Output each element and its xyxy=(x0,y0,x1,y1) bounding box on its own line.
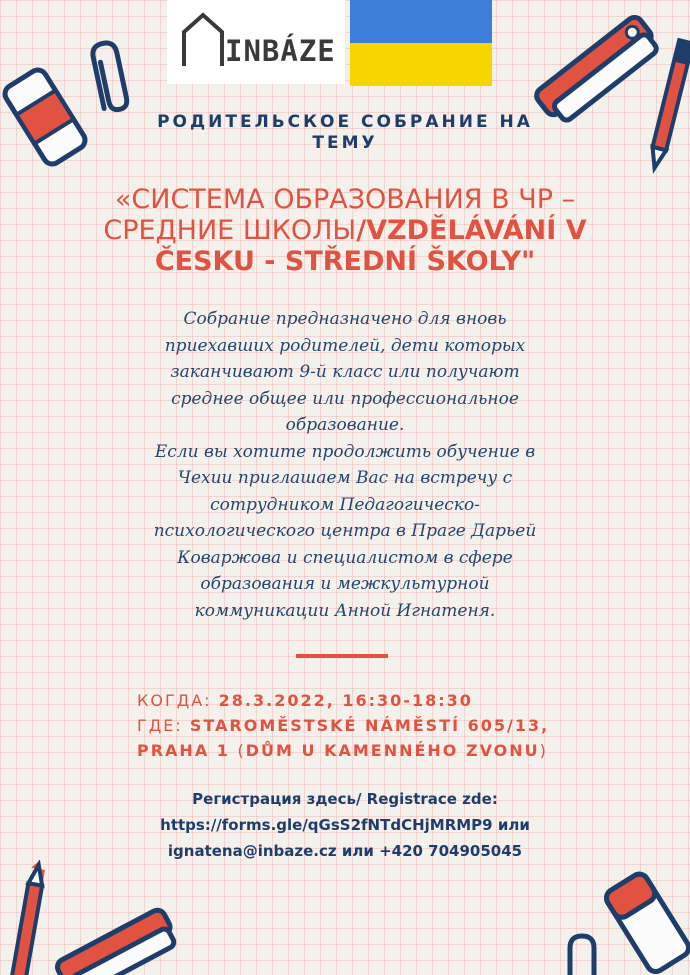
ukraine-flag xyxy=(350,0,492,86)
description-line: среднее общее или профессиональное xyxy=(171,388,519,409)
description-line: Если вы хотите продолжить обучение в xyxy=(154,441,536,462)
description-line: Коваржова и специалистом в сфере xyxy=(177,547,513,568)
where-label: ГДЕ: xyxy=(137,716,190,735)
description-line: образования и межкультурной xyxy=(200,574,490,594)
stapler-icon xyxy=(40,905,180,975)
meeting-heading xyxy=(140,112,550,154)
topic-title-part2: СРЕДНИЕ ШКОЛЫ xyxy=(103,215,357,246)
where-paren-close: ) xyxy=(539,741,548,760)
flag-blue-stripe xyxy=(350,0,492,43)
flag-yellow-stripe xyxy=(350,43,492,86)
registration-link[interactable]: https://forms.gle/qGsS2fNTdCHjMRMP9 или xyxy=(160,816,530,834)
when-value: 28.3.2022, 16:30-18:30 xyxy=(218,691,473,710)
logo-text: INBÁZE xyxy=(225,34,336,68)
description xyxy=(120,306,570,624)
description-line: приехавших родителей, дети которых xyxy=(164,335,526,356)
topic-title-part3: /VZDĚLÁVÁNÍ V xyxy=(356,215,587,246)
description-line: Собрание предназначено для вновь xyxy=(183,309,507,329)
description-line: психологического центра в Праге Дарьей xyxy=(153,521,537,541)
paperclip-icon xyxy=(560,930,610,975)
topic-title xyxy=(60,184,630,277)
where-city: PRAHA 1 xyxy=(137,741,238,760)
registration-contact[interactable]: ignatena@inbaze.cz или +420 704905045 xyxy=(167,842,523,860)
paperclip-icon xyxy=(88,36,138,120)
house-logo-icon xyxy=(180,10,226,68)
meeting-heading-line2: ТЕМУ xyxy=(312,133,378,153)
divider xyxy=(296,654,388,658)
eraser-icon xyxy=(604,862,690,975)
where-row-2 xyxy=(137,738,597,763)
description-line: коммуникации Анной Игнатеня. xyxy=(194,600,496,621)
description-line: образование. xyxy=(285,415,405,435)
description-line: Чехии приглашаем Вас на встречу с xyxy=(177,468,513,488)
topic-title-part4: ČESKU - STŘEDNÍ ŠKOLY" xyxy=(154,246,536,277)
topic-title-part1: «СИСТЕМА ОБРАЗОВАНИЯ В ЧР – xyxy=(114,184,576,215)
description-line: сотрудником Педагогическо- xyxy=(210,494,480,515)
eraser-icon xyxy=(0,62,90,172)
when-label: КОГДА: xyxy=(137,691,219,710)
pen-icon xyxy=(650,30,690,190)
where-row xyxy=(137,713,597,738)
where-building: DŮM U KAMENNÉHO ZVONU xyxy=(245,741,540,760)
description-line: заканчивают 9-й класс или получают xyxy=(170,362,520,382)
logo xyxy=(167,0,345,84)
meeting-heading-line1: РОДИТЕЛЬСКОЕ СОБРАНИЕ НА xyxy=(157,112,533,132)
registration xyxy=(120,786,570,864)
registration-heading: Регистрация здесь/ Registrace zde: xyxy=(192,790,498,808)
where-value: STAROMĚSTSKÉ NÁMĚSTÍ 605/13, xyxy=(189,716,550,735)
when-row xyxy=(137,688,597,713)
event-details xyxy=(137,688,597,763)
where-paren-open: ( xyxy=(237,741,246,760)
